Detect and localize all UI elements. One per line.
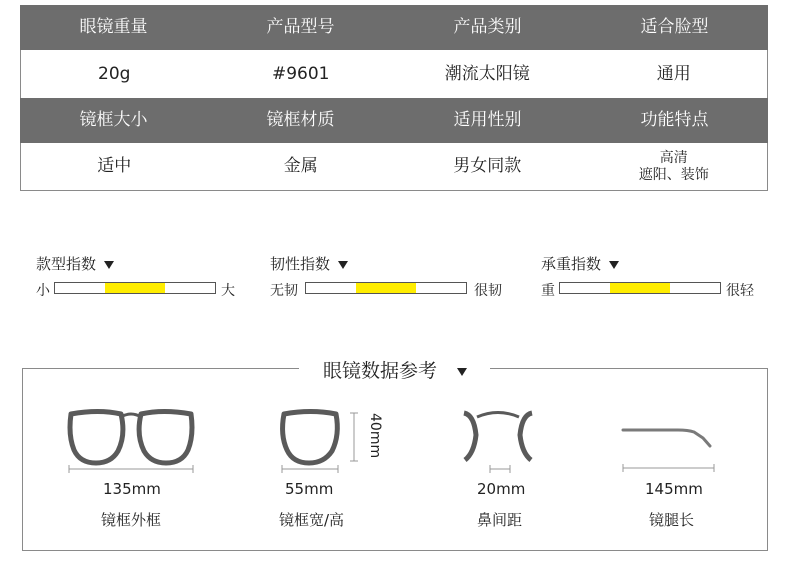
header-category: 产品类别 (453, 17, 522, 38)
toughness-index-low: 无韧 (270, 283, 298, 299)
divider (22, 368, 299, 369)
toughness-index-fill (356, 283, 417, 293)
header-features: 功能特点 (640, 110, 709, 131)
reference-title: 眼镜数据参考 (322, 360, 437, 382)
style-index-fill (105, 283, 166, 293)
spec-header-row-1 (20, 5, 768, 50)
value-face-shape: 通用 (656, 63, 691, 84)
load-index-low: 重 (541, 283, 555, 299)
frame-width-value: 135mm (103, 480, 161, 498)
spec-value-row-1 (20, 50, 768, 98)
spec-table (20, 5, 768, 191)
style-index (36, 253, 246, 303)
glasses-front-icon (66, 405, 196, 475)
lens-width-value: 55mm (285, 480, 334, 498)
features-line-2: 遮阳、装饰 (638, 166, 709, 183)
load-index-title: 承重指数 (541, 255, 602, 273)
temple-length-value: 145mm (645, 480, 703, 498)
header-frame-material: 镜框材质 (266, 110, 335, 131)
lens-size-label: 镜框宽/高 (279, 511, 345, 529)
value-features (581, 143, 768, 190)
header-model: 产品型号 (266, 17, 335, 38)
bridge-icon (462, 405, 534, 475)
triangle-down-icon (457, 368, 467, 376)
value-model: #9601 (271, 63, 330, 84)
features-line-1: 高清 (659, 149, 688, 166)
toughness-index-title: 韧性指数 (270, 255, 331, 273)
value-category: 潮流太阳镜 (444, 63, 530, 84)
toughness-index (270, 253, 510, 303)
toughness-index-bar (305, 282, 467, 294)
load-index-bar (559, 282, 721, 294)
frame-width-label: 镜框外框 (101, 511, 162, 529)
spec-header-row-2 (20, 98, 768, 143)
load-index-high: 很轻 (726, 283, 754, 299)
triangle-down-icon (609, 261, 619, 269)
divider (490, 368, 768, 369)
header-gender: 适用性别 (453, 110, 522, 131)
value-frame-size: 适中 (97, 156, 132, 177)
style-index-high: 大 (221, 283, 235, 299)
triangle-down-icon (338, 261, 348, 269)
load-index-fill (610, 283, 671, 293)
value-weight: 20g (98, 63, 131, 84)
header-face-shape: 适合脸型 (640, 17, 709, 38)
lens-height-value: 40mm (367, 413, 383, 459)
temple-icon (618, 418, 718, 476)
toughness-index-high: 很韧 (474, 283, 502, 299)
header-weight: 眼镜重量 (79, 17, 148, 38)
spec-value-row-2 (20, 143, 768, 191)
temple-length-label: 镜腿长 (649, 511, 695, 529)
header-frame-size: 镜框大小 (79, 110, 148, 131)
style-index-bar (54, 282, 216, 294)
style-index-low: 小 (36, 283, 50, 299)
bridge-value: 20mm (477, 480, 526, 498)
value-frame-material: 金属 (283, 156, 318, 177)
value-gender: 男女同款 (453, 156, 522, 177)
lens-icon (276, 405, 372, 475)
bridge-label: 鼻间距 (477, 511, 523, 529)
load-index (541, 253, 761, 303)
triangle-down-icon (104, 261, 114, 269)
style-index-title: 款型指数 (36, 255, 97, 273)
